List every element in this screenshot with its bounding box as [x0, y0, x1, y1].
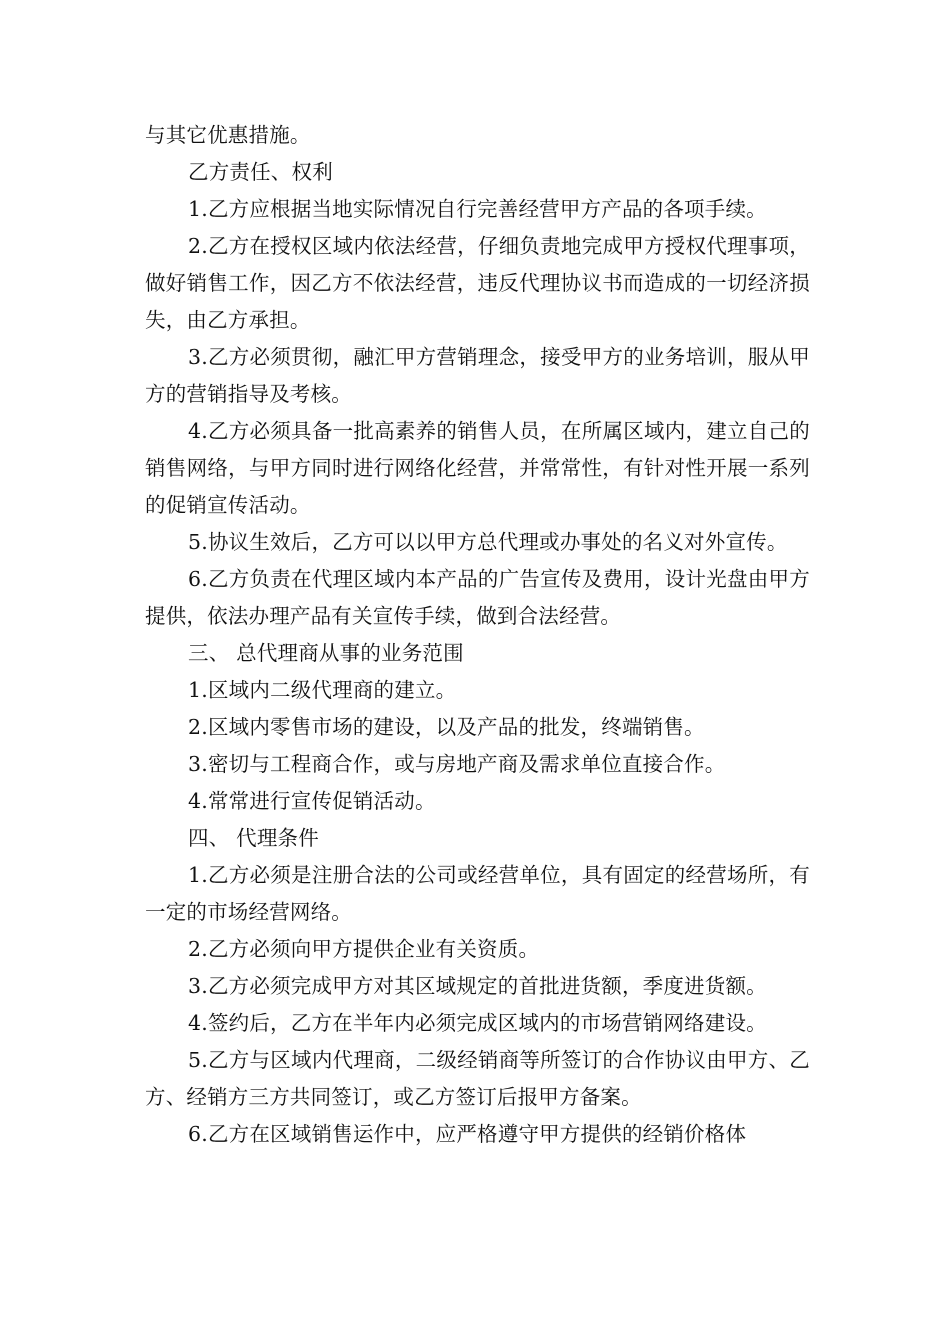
- paragraph-2: 1.乙方应根据当地实际情况自行完善经营甲方产品的各项手续。: [188, 197, 767, 221]
- paragraph-6: 5.协议生效后，乙方可以以甲方总代理或办事处的名义对外宣传。: [188, 530, 788, 554]
- paragraph-12: 4.常常进行宣传促销活动。: [188, 789, 436, 813]
- document-page: [145, 117, 810, 1153]
- paragraph-11: 3.密切与工程商合作，或与房地产商及需求单位直接合作。: [188, 752, 726, 776]
- paragraph-14: 1.乙方必须是注册合法的公司或经营单位，具有固定的经营场所，有一定的市场经营网络。: [145, 863, 810, 924]
- paragraph-5: 4.乙方必须具备一批高素养的销售人员，在所属区域内，建立自己的销售网络，与甲方同时进行网络化经营，并常常性，有针对性开展一系列的促销宣传活动。: [145, 419, 810, 517]
- section-heading-3: 三、 总代理商从事的业务范围: [188, 641, 464, 665]
- paragraph-3: 2.乙方在授权区域内依法经营，仔细负责地完成甲方授权代理事项，做好销售工作，因乙方不依法经营，违反代理协议书而造成的一切经济损失，由乙方承担。: [145, 234, 810, 332]
- paragraph-19: 6.乙方在区域销售运作中，应严格遵守甲方提供的经销价格体: [188, 1122, 747, 1146]
- section-heading-4: 四、 代理条件: [188, 826, 319, 850]
- paragraph-1: 乙方责任、权利: [188, 160, 333, 184]
- paragraph-9: 1.区域内二级代理商的建立。: [188, 678, 457, 702]
- paragraph-15: 2.乙方必须向甲方提供企业有关资质。: [188, 937, 540, 961]
- paragraph-7: 6.乙方负责在代理区域内本产品的广告宣传及费用，设计光盘由甲方提供，依法办理产品有关宣传手续，做到合法经营。: [145, 567, 810, 628]
- paragraph-4: 3.乙方必须贯彻，融汇甲方营销理念，接受甲方的业务培训，服从甲方的营销指导及考核。: [145, 345, 810, 406]
- paragraph-17: 4.签约后，乙方在半年内必须完成区域内的市场营销网络建设。: [188, 1011, 767, 1035]
- paragraph-10: 2.区域内零售市场的建设，以及产品的批发，终端销售。: [188, 715, 705, 739]
- paragraph-0: 与其它优惠措施。: [145, 123, 311, 147]
- paragraph-16: 3.乙方必须完成甲方对其区域规定的首批进货额，季度进货额。: [188, 974, 767, 998]
- paragraph-18: 5.乙方与区域内代理商，二级经销商等所签订的合作协议由甲方、乙方、经销方三方共同签订，或乙方签订后报甲方备案。: [145, 1048, 810, 1109]
